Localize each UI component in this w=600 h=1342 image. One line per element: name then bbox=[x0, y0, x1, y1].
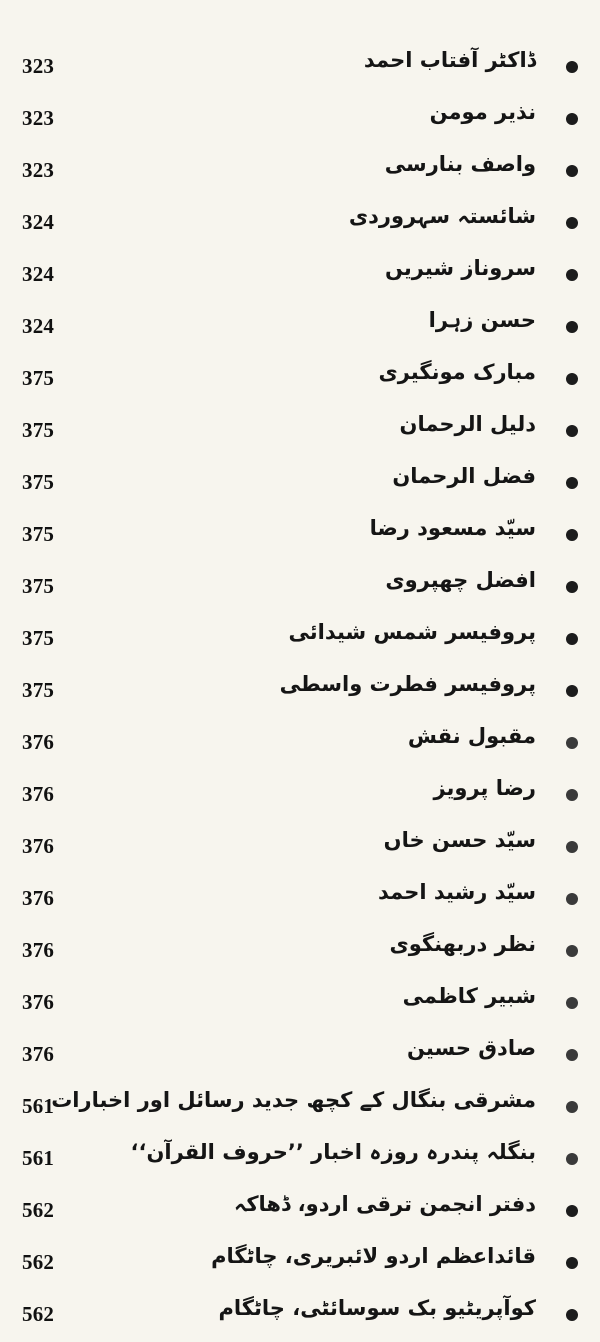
page-number: 376 bbox=[22, 938, 55, 962]
entry-title: قائداعظم اردو لائبریری، چاٹگام bbox=[211, 1244, 536, 1268]
toc-entry bbox=[0, 354, 600, 406]
page-number: 376 bbox=[22, 730, 55, 754]
page-number: 375 bbox=[22, 522, 55, 546]
page-number: 561 bbox=[22, 1146, 55, 1170]
bullet-icon bbox=[566, 737, 578, 749]
page-number: 375 bbox=[22, 418, 55, 442]
entry-title: دفتر انجمن ترقی اردو، ڈھاکہ bbox=[234, 1192, 536, 1216]
entry-title: فضل الرحمان bbox=[392, 464, 536, 488]
page-number: 376 bbox=[22, 782, 55, 806]
toc-entry bbox=[0, 1290, 600, 1342]
entry-title: رضا پرویز bbox=[433, 776, 536, 800]
toc-entry bbox=[0, 250, 600, 302]
entry-title: مبارک مونگیری bbox=[378, 360, 536, 384]
bullet-icon bbox=[566, 217, 578, 229]
entry-title: شبیر کاظمی bbox=[402, 984, 536, 1008]
toc-entry bbox=[0, 1030, 600, 1082]
toc-entry bbox=[0, 510, 600, 562]
entry-title: حسن زہرا bbox=[428, 308, 536, 332]
bullet-icon bbox=[566, 633, 578, 645]
toc-entry bbox=[0, 614, 600, 666]
page-number: 324 bbox=[22, 262, 55, 286]
entry-title: کوآپریٹیو بک سوسائٹی، چاٹگام bbox=[218, 1296, 536, 1320]
bullet-icon bbox=[566, 581, 578, 593]
toc-entry bbox=[0, 1082, 600, 1134]
bullet-icon bbox=[566, 997, 578, 1009]
bullet-icon bbox=[566, 1205, 578, 1217]
page-number: 375 bbox=[22, 678, 55, 702]
entry-title: پروفیسر فطرت واسطی bbox=[279, 672, 536, 696]
entry-title: شائستہ سہروردی bbox=[348, 204, 536, 228]
toc-entry bbox=[0, 1186, 600, 1238]
toc-entry bbox=[0, 146, 600, 198]
entry-title: سیّد حسن خاں bbox=[383, 828, 536, 852]
bullet-icon bbox=[566, 529, 578, 541]
toc-entry bbox=[0, 874, 600, 926]
page-number: 324 bbox=[22, 314, 55, 338]
bullet-icon bbox=[566, 165, 578, 177]
entry-title: ڈاکٹر آفتاب احمد bbox=[363, 48, 536, 72]
entry-title: افضل چھپروی bbox=[385, 568, 536, 592]
bullet-icon bbox=[566, 61, 578, 73]
entry-title: پروفیسر شمس شیدائی bbox=[288, 620, 536, 644]
entry-title: دلیل الرحمان bbox=[399, 412, 536, 436]
page-number: 375 bbox=[22, 470, 55, 494]
toc-entry bbox=[0, 94, 600, 146]
toc-entry bbox=[0, 822, 600, 874]
bullet-icon bbox=[566, 841, 578, 853]
toc-entry bbox=[0, 458, 600, 510]
entry-title: سیّد مسعود رضا bbox=[369, 516, 536, 540]
page-number: 562 bbox=[22, 1198, 55, 1222]
toc-entry bbox=[0, 666, 600, 718]
bullet-icon bbox=[566, 1153, 578, 1165]
page-number: 561 bbox=[22, 1094, 55, 1118]
page-number: 562 bbox=[22, 1302, 55, 1326]
entry-title: سیّد رشید احمد bbox=[378, 880, 536, 904]
toc-entry bbox=[0, 978, 600, 1030]
page-number: 376 bbox=[22, 834, 55, 858]
entry-title: صادق حسین bbox=[406, 1036, 536, 1060]
toc-entry bbox=[0, 562, 600, 614]
bullet-icon bbox=[566, 477, 578, 489]
bullet-icon bbox=[566, 269, 578, 281]
table-of-contents bbox=[0, 42, 600, 1342]
page-number: 323 bbox=[22, 106, 55, 130]
bullet-icon bbox=[566, 1101, 578, 1113]
page-number: 375 bbox=[22, 366, 55, 390]
page-number: 376 bbox=[22, 1042, 55, 1066]
bullet-icon bbox=[566, 945, 578, 957]
bullet-icon bbox=[566, 1049, 578, 1061]
toc-entry bbox=[0, 926, 600, 978]
bullet-icon bbox=[566, 1257, 578, 1269]
bullet-icon bbox=[566, 893, 578, 905]
entry-title: مقبول نقش bbox=[407, 724, 536, 748]
entry-title: بنگلہ پندرہ روزہ اخبار ’’حروف القرآن‘‘ bbox=[130, 1140, 536, 1164]
entry-title: سروناز شیریں bbox=[384, 256, 536, 280]
entry-title: مشرقی بنگال کے کچھ جدید رسائل اور اخبارات bbox=[51, 1088, 536, 1112]
page-number: 323 bbox=[22, 54, 55, 78]
bullet-icon bbox=[566, 789, 578, 801]
bullet-icon bbox=[566, 373, 578, 385]
page-number: 375 bbox=[22, 574, 55, 598]
toc-entry bbox=[0, 770, 600, 822]
entry-title: واصف بنارسی bbox=[384, 152, 536, 176]
toc-entry bbox=[0, 198, 600, 250]
bullet-icon bbox=[566, 425, 578, 437]
page-number: 324 bbox=[22, 210, 55, 234]
page-number: 375 bbox=[22, 626, 55, 650]
toc-entry bbox=[0, 1238, 600, 1290]
page-number: 323 bbox=[22, 158, 55, 182]
bullet-icon bbox=[566, 1309, 578, 1321]
page-number: 562 bbox=[22, 1250, 55, 1274]
bullet-icon bbox=[566, 113, 578, 125]
bullet-icon bbox=[566, 685, 578, 697]
page-number: 376 bbox=[22, 990, 55, 1014]
bullet-icon bbox=[566, 321, 578, 333]
entry-title: نذیر مومن bbox=[429, 100, 536, 124]
page-number: 376 bbox=[22, 886, 55, 910]
toc-entry bbox=[0, 42, 600, 94]
entry-title: نظر دربھنگوی bbox=[389, 932, 536, 956]
toc-entry bbox=[0, 302, 600, 354]
toc-entry bbox=[0, 718, 600, 770]
toc-entry bbox=[0, 1134, 600, 1186]
toc-entry bbox=[0, 406, 600, 458]
